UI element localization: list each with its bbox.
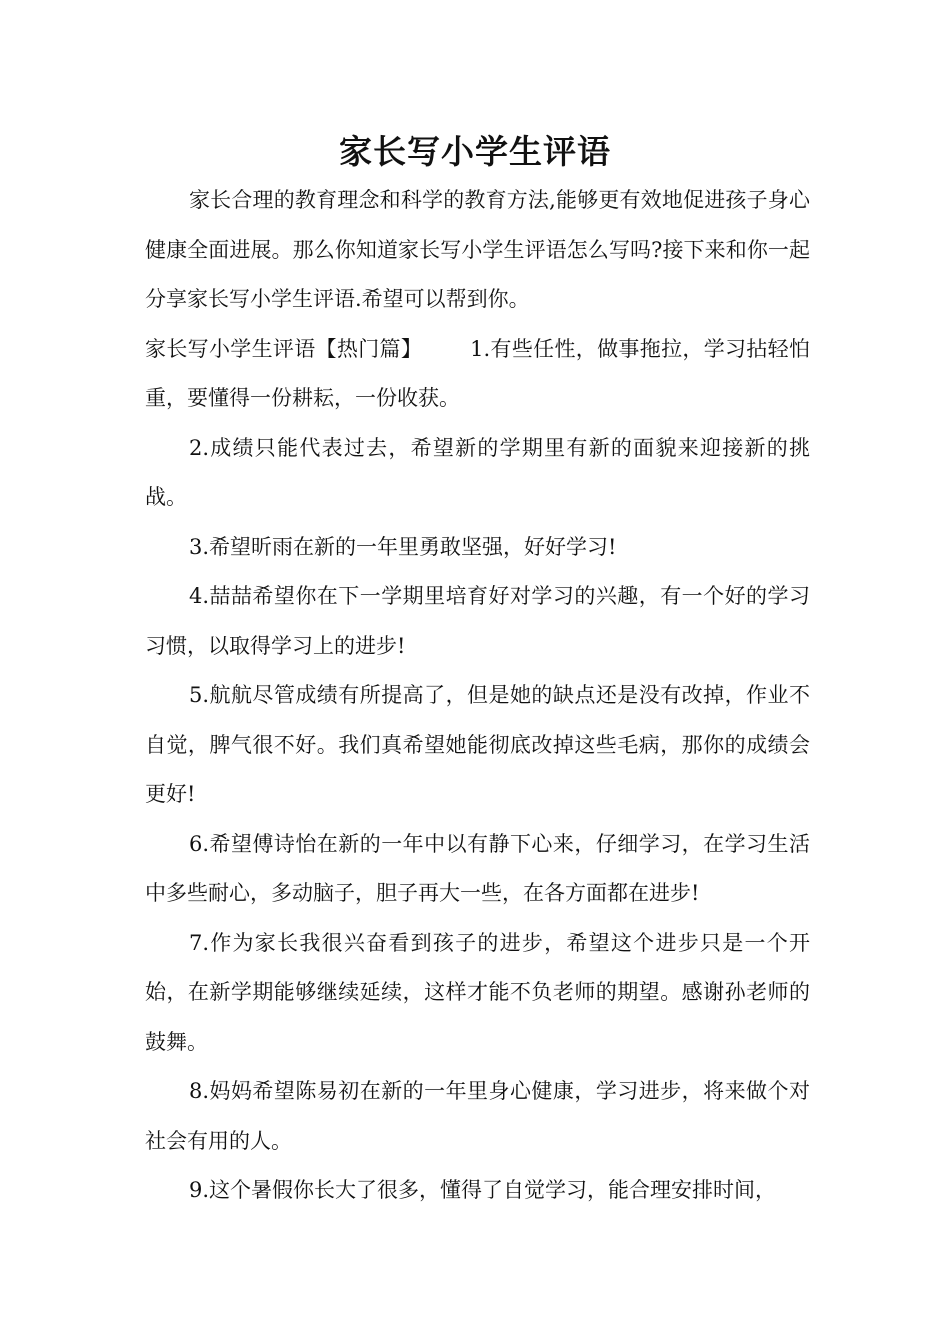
comment-item-6: 6.希望傅诗怡在新的一年中以有静下心来，仔细学习，在学习生活中多些耐心，多动脑子，胆子再大一些，在各方面都在进步! <box>145 831 810 905</box>
comment-item-4: 4.喆喆希望你在下一学期里培育好对学习的兴趣，有一个好的学习习惯，以取得学习上的进步! <box>145 584 810 658</box>
intro-paragraph: 家长合理的教育理念和科学的教育方法,能够更有效地促进孩子身心健康全面进展。那么你知道家长写小学生评语怎么写吗?接下来和你一起分享家长写小学生评语.希望可以帮到你。 <box>145 188 810 311</box>
section-paragraph <box>145 325 810 424</box>
comment-item-5: 5.航航尽管成绩有所提高了，但是她的缺点还是没有改掉，作业不自觉，脾气很不好。我们真希望她能彻底改掉这些毛病，那你的成绩会更好! <box>145 683 810 806</box>
comment-item-1: 1.有些任性，做事拖拉，学习拈轻怕重，要懂得一份耕耘，一份收获。 <box>145 336 810 410</box>
comment-item-9: 9.这个暑假你长大了很多，懂得了自觉学习，能合理安排时间， <box>189 1178 777 1202</box>
comment-item-3: 3.希望昕雨在新的一年里勇敢坚强，好好学习! <box>189 534 617 559</box>
section-heading: 家长写小学生评语【热门篇】 <box>145 336 423 361</box>
document-title: 家长写小学生评语 <box>339 132 611 171</box>
comment-item-2: 2.成绩只能代表过去，希望新的学期里有新的面貌来迎接新的挑战。 <box>145 435 810 509</box>
comment-item-7: 7.作为家长我很兴奋看到孩子的进步，希望这个进步只是一个开始，在新学期能够继续延续，这样才能不负老师的期望。感谢孙老师的鼓舞。 <box>145 930 810 1054</box>
comment-item-8: 8.妈妈希望陈易初在新的一年里身心健康，学习进步，将来做个对社会有用的人。 <box>145 1079 810 1153</box>
document-body <box>145 176 810 1216</box>
